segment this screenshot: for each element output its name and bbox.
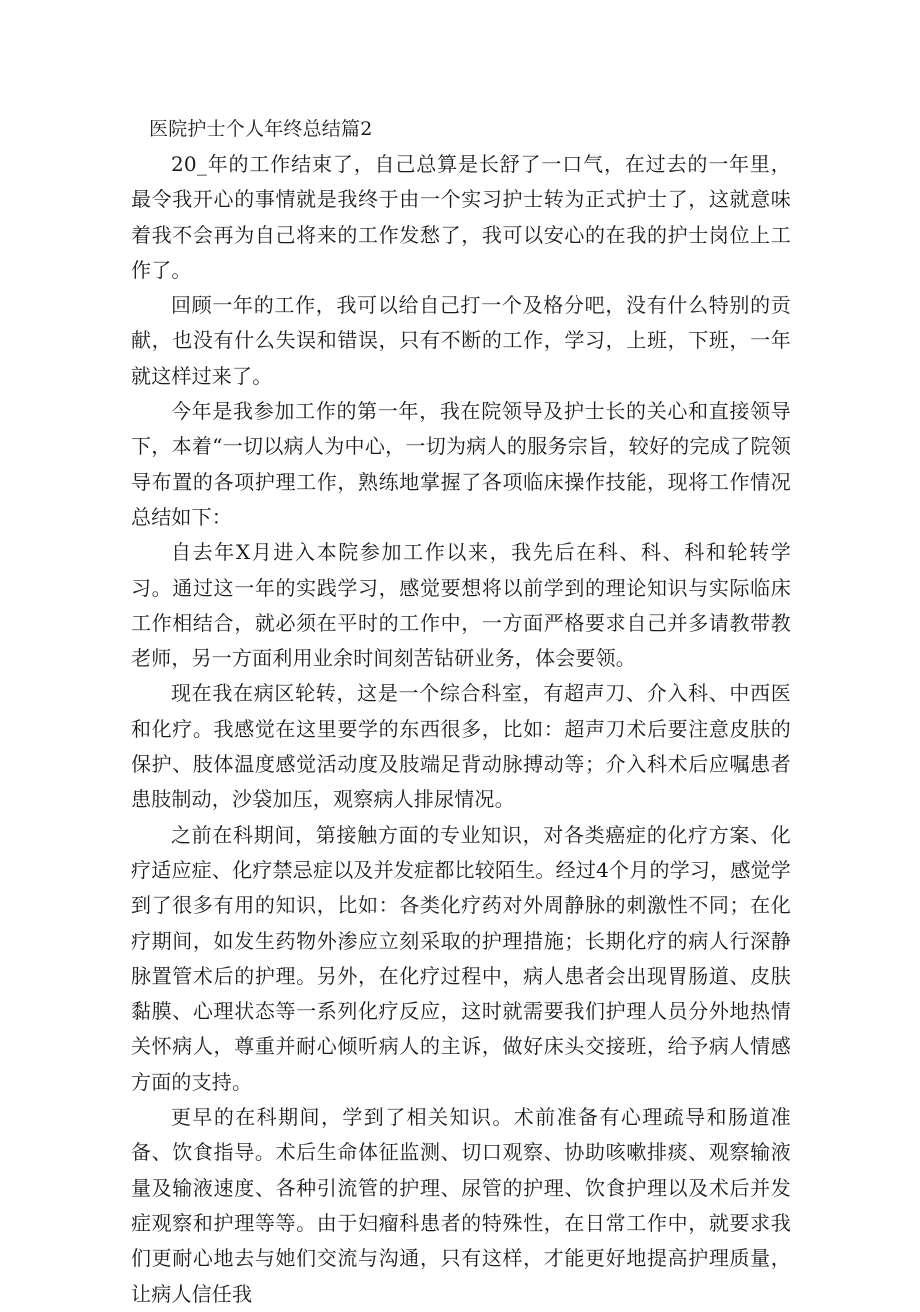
paragraph-4: 自去年X月进入本院参加工作以来，我先后在科、科、科和轮转学习。通过这一年的实践学习，感觉要想将以前学到的理论知识与实际临床工作相结合，就必须在平时的工作中，一方面严格要求自己并多请教带教老师，另一方面利用业余时间刻苦钻研业务，体会要领。 — [131, 540, 791, 671]
paragraph-6: 之前在科期间，第接触方面的专业知识，对各类癌症的化疗方案、化疗适应症、化疗禁忌症以及并发症都比较陌生。经过4个月的学习，感觉学到了很多有用的知识，比如：各类化疗药对外周静脉的刺激性不同；在化疗期间，如发生药物外渗应立刻采取的护理措施；长期化疗的病人行深静脉置管术后的护理。另外，在化疗过程中，病人患者会出现胃肠道、皮肤黏膜、心理状态等一系列化疗反应，这时就需要我们护理人员分外地热情关怀病人，尊重并耐心倾听病人的主诉，做好床头交接班，给予病人情感方面的支持。 — [131, 822, 791, 1094]
paragraph-5: 现在我在病区轮转，这是一个综合科室，有超声刀、介入科、中西医和化疗。我感觉在这里要学的东西很多，比如：超声刀术后要注意皮肤的保护、肢体温度感觉活动度及肢端足背动脉搏动等；介入科术后应嘱患者患肢制动，沙袋加压，观察病人排尿情况。 — [131, 681, 791, 812]
paragraph-3: 今年是我参加工作的第一年，我在院领导及护士长的关心和直接领导下，本着“一切以病人为中心，一切为病人的服务宗旨，较好的完成了院领导布置的各项护理工作，熟练地掌握了各项临床操作技能，现将工作情况总结如下： — [131, 399, 791, 529]
paragraph-2: 回顾一年的工作，我可以给自己打一个及格分吧，没有什么特别的贡献，也没有什么失误和错误，只有不断的工作，学习，上班，下班，一年就这样过来了。 — [131, 293, 791, 388]
document-title: 医院护士个人年终总结篇2 — [149, 118, 373, 140]
document-page — [131, 112, 791, 1312]
paragraph-7: 更早的在科期间，学到了相关知识。术前准备有心理疏导和肠道准备、饮食指导。术后生命体征监测、切口观察、协助咳嗽排痰、观察输液量及输液速度、各种引流管的护理、尿管的护理、饮食护理以及术后并发症观察和护理等等。由于妇瘤科患者的特殊性，在日常工作中，就要求我们更耐心地去与她们交流与沟通，只有这样，才能更好地提高护理质量，让病人信任我 — [131, 1105, 791, 1306]
paragraph-1: 20_年的工作结束了，自己总算是长舒了一口气，在过去的一年里，最令我开心的事情就是我终于由一个实习护士转为正式护士了，这就意味着我不会再为自己将来的工作发愁了，我可以安心的在我的护士岗位上工作了。 — [131, 152, 791, 282]
